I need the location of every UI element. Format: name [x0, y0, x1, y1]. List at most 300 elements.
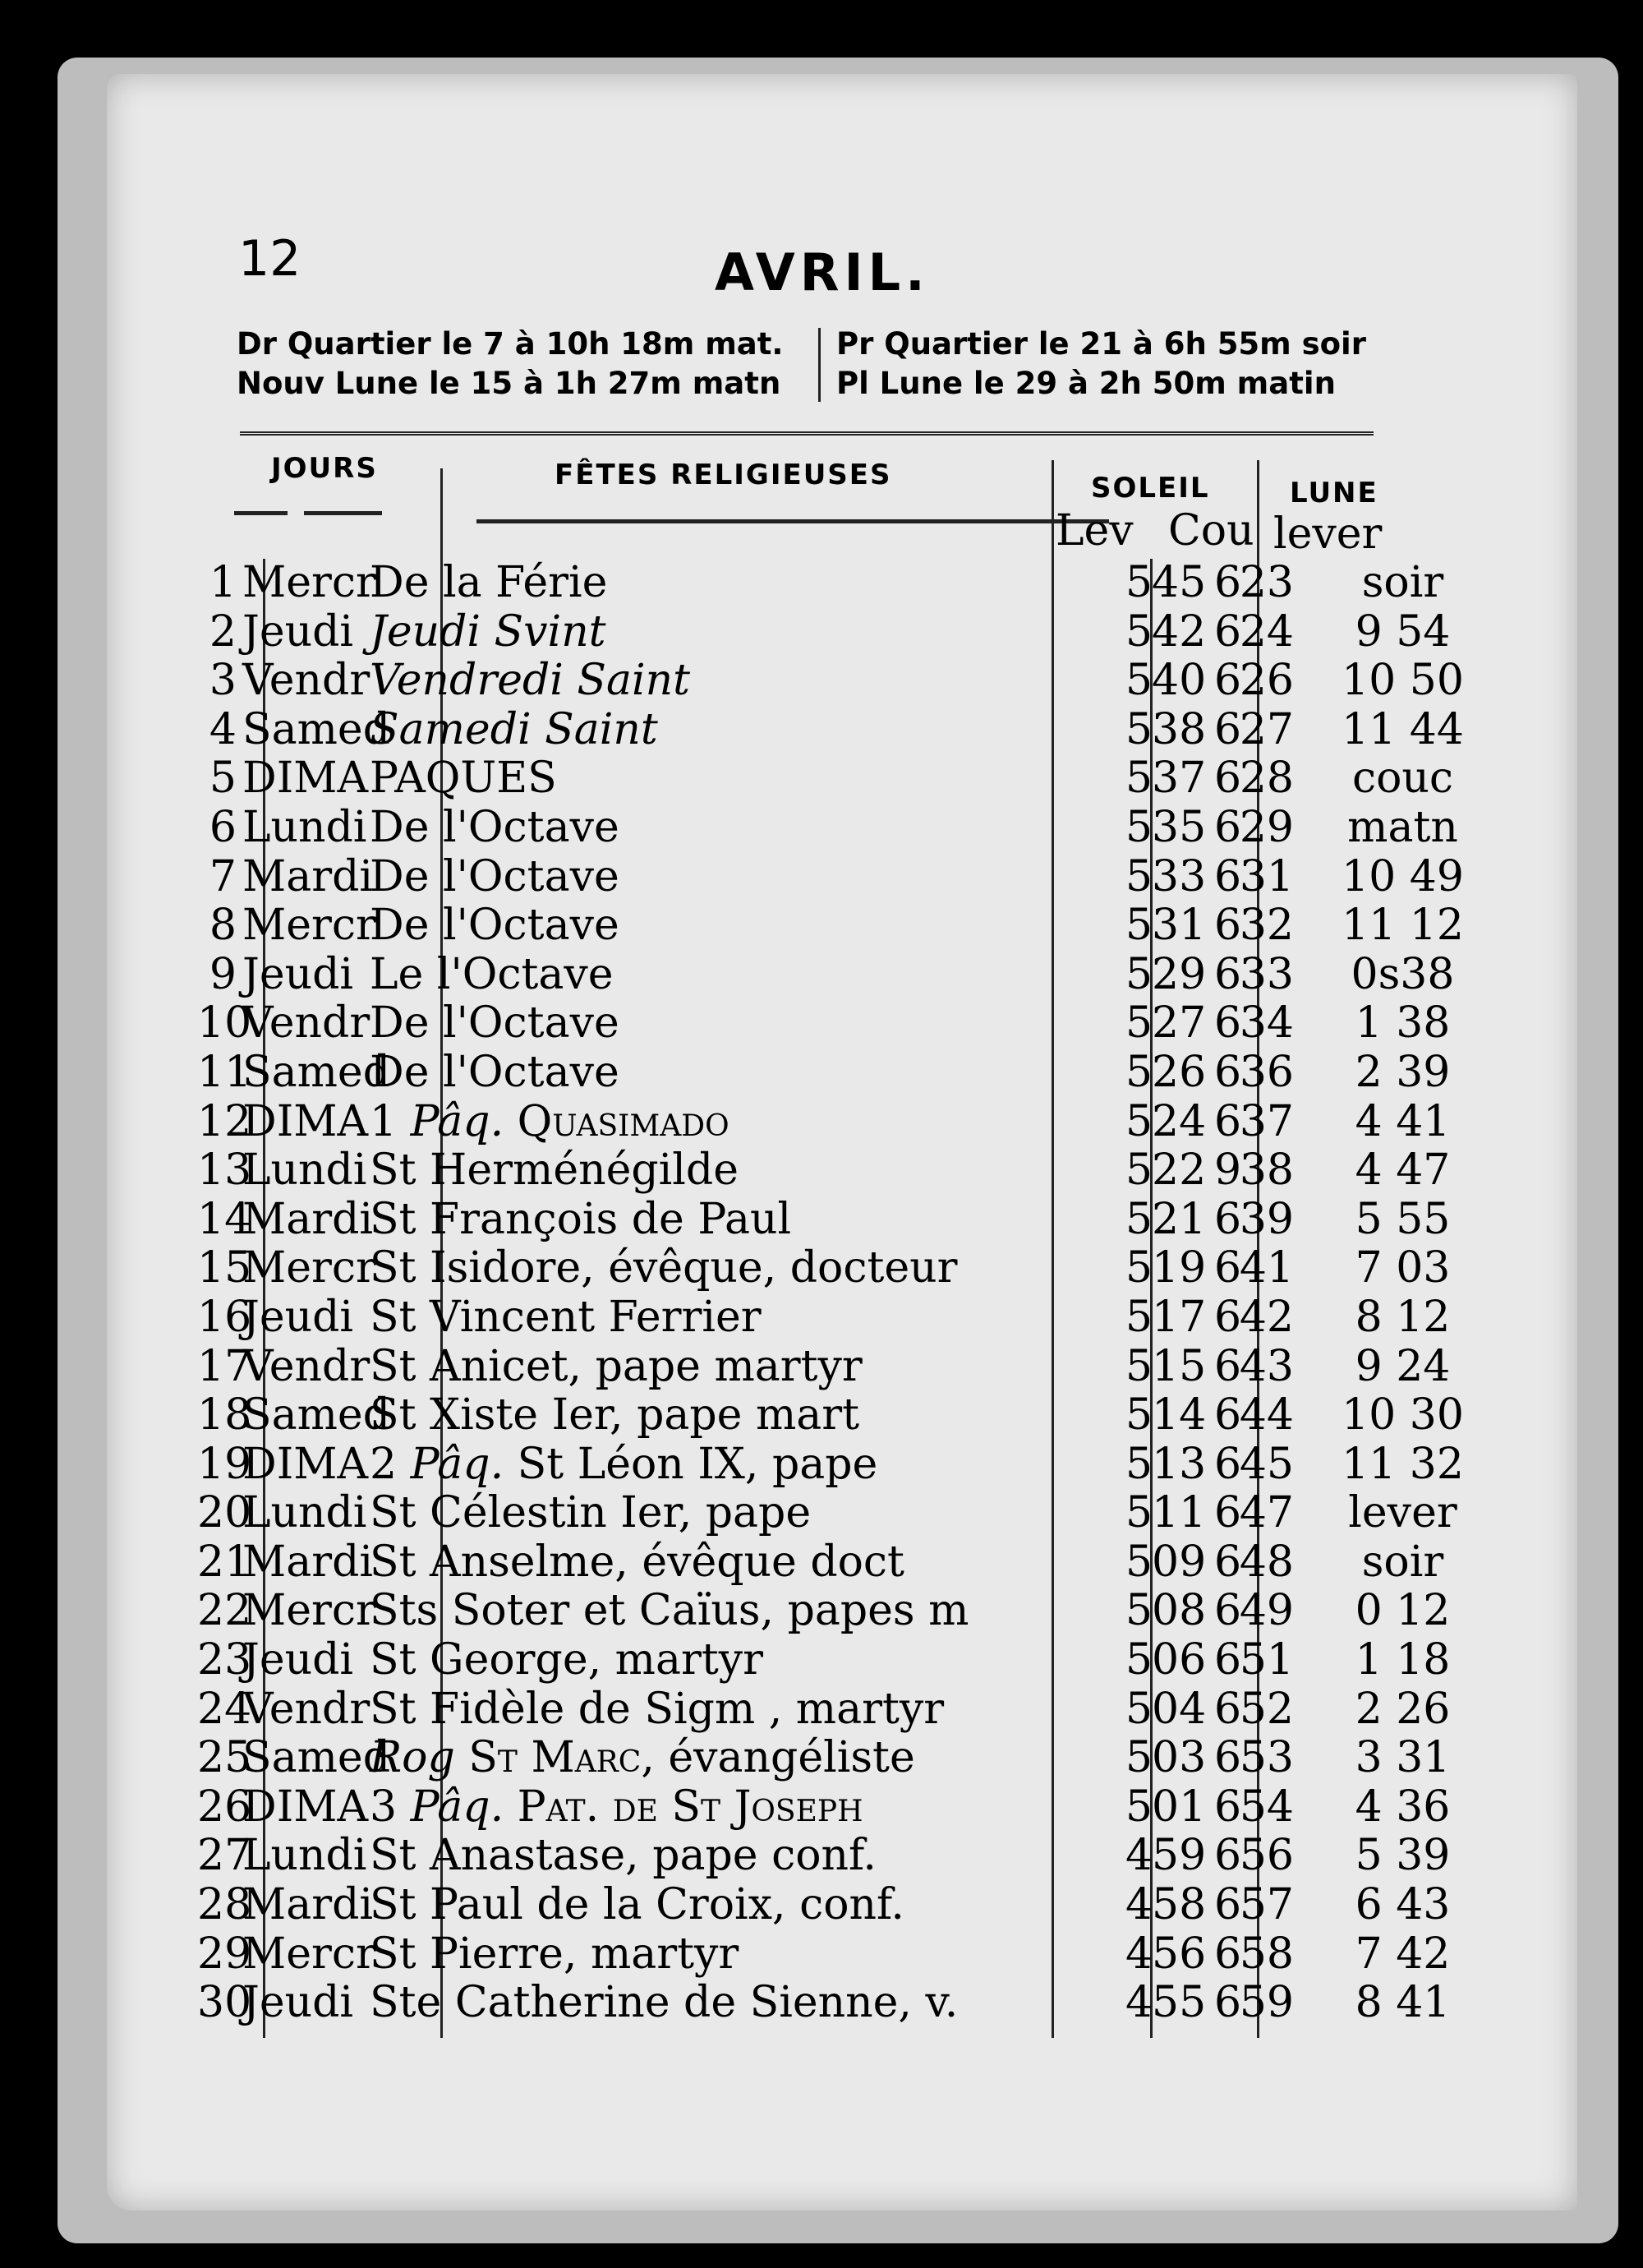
sunrise-minute: 09 — [1152, 1537, 1207, 1587]
fete: De la Férie — [370, 558, 608, 607]
fete: St George, martyr — [370, 1635, 763, 1685]
table-row — [197, 754, 1479, 804]
day-number: 22 — [197, 1586, 252, 1636]
sunrise-hour: 5 — [1125, 1146, 1153, 1196]
phase-line: Pl Lune le 29 à 2h 50m matin — [836, 366, 1336, 401]
sunset-minute: 39 — [1239, 1194, 1294, 1244]
sunrise-minute: 58 — [1152, 1880, 1207, 1930]
sunrise-hour: 5 — [1125, 1782, 1153, 1832]
table-row — [197, 1391, 1479, 1441]
sunset-minute: 43 — [1239, 1341, 1294, 1391]
day-number: 16 — [197, 1292, 252, 1342]
table-row — [197, 999, 1479, 1049]
day-number: 26 — [197, 1782, 252, 1832]
sunset-minute: 31 — [1239, 851, 1294, 901]
sunrise-minute: 33 — [1152, 851, 1207, 901]
weekday: Mercr — [242, 901, 376, 951]
day-number: 19 — [197, 1439, 252, 1489]
fete: St Célestin Ier, pape — [370, 1488, 812, 1538]
fete-part: Quasimado — [504, 1096, 729, 1146]
table-row — [197, 608, 1479, 657]
table-row — [197, 1636, 1479, 1685]
moon-time: 9 24 — [1355, 1341, 1451, 1391]
sunset-minute: 47 — [1239, 1488, 1294, 1538]
day-number: 17 — [197, 1341, 252, 1391]
fete: De l'Octave — [370, 998, 619, 1049]
fete-part: St Léon IX, pape — [504, 1439, 878, 1489]
weekday: DIMA — [242, 1096, 369, 1146]
weekday: Samed — [242, 1733, 390, 1783]
sunset-hour: 6 — [1214, 1096, 1242, 1146]
sunrise-hour: 5 — [1125, 1292, 1153, 1342]
phases-left — [237, 325, 783, 403]
sunset-hour: 6 — [1214, 1831, 1242, 1881]
sunset-hour: 6 — [1214, 1341, 1242, 1391]
fete: PAQUES — [370, 754, 557, 804]
subhead-lever: lever — [1273, 509, 1383, 559]
header-dash — [476, 519, 1109, 523]
phase-line: Dr Quartier le 7 à 10h 18m mat. — [237, 326, 784, 362]
day-number: 10 — [197, 998, 252, 1049]
moon-time: soir — [1361, 558, 1444, 607]
weekday: Vendr — [242, 998, 370, 1049]
moon-time: 1 18 — [1355, 1635, 1451, 1685]
sunrise-minute: 22 — [1152, 1146, 1207, 1196]
fete-part: Rog — [370, 1733, 455, 1783]
fete: Sts Soter et Caïus, papes m — [370, 1586, 969, 1636]
sunrise-hour: 5 — [1125, 558, 1153, 607]
weekday: Samed — [242, 1390, 390, 1441]
weekday: Jeudi — [242, 949, 354, 999]
day-number: 4 — [209, 704, 237, 754]
moon-time: 8 41 — [1355, 1978, 1451, 2028]
sunset-hour: 6 — [1214, 1390, 1242, 1441]
weekday: Vendr — [242, 656, 370, 706]
fete — [370, 1098, 729, 1147]
fete-part: 2 — [370, 1439, 411, 1489]
weekday: DIMA — [242, 1439, 369, 1489]
sunset-minute: 53 — [1239, 1733, 1294, 1783]
sunset-minute: 49 — [1239, 1586, 1294, 1636]
sunset-hour: 6 — [1214, 1537, 1242, 1587]
sunrise-hour: 5 — [1125, 1537, 1153, 1587]
sunrise-minute: 35 — [1152, 802, 1207, 852]
fete-part: Pat. de St Joseph — [504, 1782, 863, 1832]
sunrise-minute: 40 — [1152, 656, 1207, 706]
header-lune: LUNE — [1290, 477, 1378, 509]
table-row — [197, 1832, 1479, 1881]
sunset-hour: 6 — [1214, 851, 1242, 901]
sunrise-minute: 59 — [1152, 1831, 1207, 1881]
sunrise-hour: 5 — [1125, 606, 1153, 657]
moon-time: 11 44 — [1342, 704, 1464, 754]
fete: St Pierre, martyr — [370, 1929, 739, 1979]
fete: St Herménégilde — [370, 1146, 739, 1196]
moon-time: 10 30 — [1342, 1390, 1464, 1441]
day-number: 2 — [209, 606, 237, 657]
day-number: 14 — [197, 1194, 252, 1244]
sunset-minute: 54 — [1239, 1782, 1294, 1832]
fete-part: évangéliste — [654, 1733, 915, 1783]
fete: De l'Octave — [370, 901, 619, 951]
sunrise-hour: 5 — [1125, 949, 1153, 999]
sunset-hour: 6 — [1214, 1733, 1242, 1783]
month-title: AVRIL. — [715, 242, 930, 302]
sunrise-minute: 19 — [1152, 1243, 1207, 1293]
sunset-minute: 34 — [1239, 998, 1294, 1049]
fete — [370, 1441, 877, 1490]
sunrise-minute: 38 — [1152, 704, 1207, 754]
fete: Vendredi Saint — [370, 656, 691, 706]
moon-time: 3 31 — [1355, 1733, 1451, 1783]
day-number: 1 — [209, 558, 237, 607]
moon-time: 6 43 — [1355, 1880, 1451, 1930]
sunrise-minute: 08 — [1152, 1586, 1207, 1636]
sunrise-hour: 5 — [1125, 1390, 1153, 1441]
moon-time: 9 54 — [1355, 606, 1451, 657]
day-number: 18 — [197, 1390, 252, 1441]
fete: De l'Octave — [370, 851, 619, 901]
sunset-hour: 6 — [1214, 704, 1242, 754]
header-dash — [234, 511, 288, 515]
phases-right — [836, 325, 1366, 403]
sunset-hour: 6 — [1214, 1880, 1242, 1930]
table-row — [197, 1685, 1479, 1735]
weekday: Jeudi — [242, 606, 354, 657]
sunset-hour: 6 — [1214, 558, 1242, 607]
sunset-hour: 6 — [1214, 949, 1242, 999]
moon-time: 5 55 — [1355, 1194, 1451, 1244]
sunset-minute: 45 — [1239, 1439, 1294, 1489]
sunrise-hour: 4 — [1125, 1831, 1153, 1881]
fete — [370, 1734, 915, 1783]
day-number: 5 — [209, 754, 237, 804]
sunset-hour: 6 — [1214, 1635, 1242, 1685]
weekday: DIMA — [242, 1782, 369, 1832]
sunset-minute: 48 — [1239, 1537, 1294, 1587]
table-row — [197, 1979, 1479, 2028]
day-number: 28 — [197, 1880, 252, 1930]
weekday: Lundi — [242, 1831, 367, 1881]
sunset-minute: 42 — [1239, 1292, 1294, 1342]
sunset-minute: 36 — [1239, 1047, 1294, 1097]
day-number: 8 — [209, 901, 237, 951]
moon-time: lever — [1348, 1488, 1457, 1538]
moon-time: 10 49 — [1342, 851, 1464, 901]
day-number: 23 — [197, 1635, 252, 1685]
weekday: Mardi — [242, 1194, 374, 1244]
page-number: 12 — [238, 230, 301, 288]
fete-part: Pâq. — [410, 1096, 504, 1146]
moon-time: 0s38 — [1351, 949, 1455, 999]
sunset-minute: 29 — [1239, 802, 1294, 852]
moon-time: 10 50 — [1342, 656, 1464, 706]
fete: St Fidèle de Sigm , martyr — [370, 1684, 945, 1734]
header-dash — [304, 511, 382, 515]
sunset-minute: 38 — [1239, 1146, 1294, 1196]
sunrise-hour: 5 — [1125, 802, 1153, 852]
day-number: 3 — [209, 656, 237, 706]
moon-time: 4 47 — [1355, 1146, 1451, 1196]
subhead-lev: Lev — [1056, 506, 1134, 555]
table-row — [197, 1293, 1479, 1343]
table-row — [197, 1441, 1479, 1490]
table-row — [197, 1783, 1479, 1832]
weekday: Mardi — [242, 1880, 374, 1930]
table-row — [197, 1587, 1479, 1636]
moon-time: couc — [1351, 754, 1454, 804]
day-number: 29 — [197, 1929, 252, 1979]
sunrise-minute: 03 — [1152, 1733, 1207, 1783]
sunrise-minute: 55 — [1152, 1978, 1207, 2028]
double-rule — [240, 431, 1374, 436]
sunrise-minute: 06 — [1152, 1635, 1207, 1685]
sunset-hour: 6 — [1214, 1243, 1242, 1293]
weekday: Jeudi — [242, 1292, 354, 1342]
fete-part: Pâq. — [410, 1782, 504, 1832]
fete — [370, 1783, 863, 1832]
table-row — [197, 1930, 1479, 1980]
sunset-minute: 59 — [1239, 1978, 1294, 2028]
weekday: Mercr — [242, 1243, 376, 1293]
sunset-hour: 6 — [1214, 1684, 1242, 1734]
sunrise-hour: 5 — [1125, 1341, 1153, 1391]
sunset-hour: 6 — [1214, 901, 1242, 951]
moon-time: 11 12 — [1342, 901, 1464, 951]
moon-time: 4 36 — [1355, 1782, 1451, 1832]
sunrise-hour: 5 — [1125, 1243, 1153, 1293]
weekday: Mercr — [242, 558, 376, 607]
sunrise-hour: 5 — [1125, 901, 1153, 951]
fete-part: 3 — [370, 1782, 411, 1832]
table-row — [197, 1734, 1479, 1783]
sunset-minute: 28 — [1239, 754, 1294, 804]
sunrise-minute: 29 — [1152, 949, 1207, 999]
day-number: 25 — [197, 1733, 252, 1783]
subhead-cou: Cou — [1168, 506, 1254, 555]
fete-part: St Marc, — [454, 1733, 655, 1783]
moon-time: soir — [1361, 1537, 1444, 1587]
fete: St François de Paul — [370, 1194, 792, 1244]
sunrise-hour: 5 — [1125, 998, 1153, 1049]
day-number: 15 — [197, 1243, 252, 1293]
sunrise-minute: 42 — [1152, 606, 1207, 657]
sunrise-minute: 45 — [1152, 558, 1207, 607]
weekday: Jeudi — [242, 1978, 354, 2028]
moon-time: 1 38 — [1355, 998, 1451, 1049]
header-jours: JOURS — [271, 452, 378, 485]
phase-divider — [818, 328, 821, 402]
sunset-minute: 57 — [1239, 1880, 1294, 1930]
fete-part: Pâq. — [410, 1439, 504, 1489]
moon-time: 8 12 — [1355, 1292, 1451, 1342]
day-number: 21 — [197, 1537, 252, 1587]
sunset-minute: 44 — [1239, 1390, 1294, 1441]
calendar-rows — [197, 559, 1479, 2028]
sunset-minute: 32 — [1239, 901, 1294, 951]
moon-time: 2 39 — [1355, 1047, 1451, 1097]
fete: De l'Octave — [370, 1047, 619, 1097]
sunrise-hour: 5 — [1125, 1047, 1153, 1097]
moon-time: 0 12 — [1355, 1586, 1451, 1636]
sunrise-minute: 56 — [1152, 1929, 1207, 1979]
sunset-hour: 6 — [1214, 1047, 1242, 1097]
day-number: 7 — [209, 851, 237, 901]
weekday: Lundi — [242, 802, 367, 852]
sunrise-hour: 4 — [1125, 1880, 1153, 1930]
sunset-hour: 6 — [1214, 1488, 1242, 1538]
sunrise-hour: 4 — [1125, 1929, 1153, 1979]
sunrise-hour: 5 — [1125, 1096, 1153, 1146]
table-row — [197, 706, 1479, 755]
sunrise-minute: 01 — [1152, 1782, 1207, 1832]
sunrise-hour: 5 — [1125, 1684, 1153, 1734]
sunset-hour: 6 — [1214, 1929, 1242, 1979]
sunrise-hour: 5 — [1125, 1586, 1153, 1636]
sunset-hour: 9 — [1214, 1146, 1242, 1196]
table-row — [197, 1098, 1479, 1147]
sunset-minute: 26 — [1239, 656, 1294, 706]
day-number: 6 — [209, 802, 237, 852]
sunrise-minute: 17 — [1152, 1292, 1207, 1342]
sunrise-minute: 13 — [1152, 1439, 1207, 1489]
table-row — [197, 559, 1479, 608]
sunrise-minute: 14 — [1152, 1390, 1207, 1441]
table-row — [197, 1049, 1479, 1098]
table-row — [197, 1489, 1479, 1538]
weekday: Samed — [242, 704, 390, 754]
moon-time: 7 03 — [1355, 1243, 1451, 1293]
sunset-hour: 6 — [1214, 1586, 1242, 1636]
weekday: Mardi — [242, 851, 374, 901]
sunset-minute: 51 — [1239, 1635, 1294, 1685]
sunset-hour: 6 — [1214, 1194, 1242, 1244]
day-number: 24 — [197, 1684, 252, 1734]
table-row — [197, 657, 1479, 706]
sunrise-minute: 24 — [1152, 1096, 1207, 1146]
weekday: Mercr — [242, 1929, 376, 1979]
sunrise-hour: 5 — [1125, 1439, 1153, 1489]
fete: De l'Octave — [370, 802, 619, 852]
sunrise-hour: 5 — [1125, 1488, 1153, 1538]
weekday: Jeudi — [242, 1635, 354, 1685]
table-row — [197, 1146, 1479, 1196]
sunset-minute: 56 — [1239, 1831, 1294, 1881]
sunrise-hour: 5 — [1125, 851, 1153, 901]
moon-time: 5 39 — [1355, 1831, 1451, 1881]
moon-time: 7 42 — [1355, 1929, 1451, 1979]
weekday: Mardi — [242, 1537, 374, 1587]
sunset-minute: 33 — [1239, 949, 1294, 999]
sunrise-minute: 04 — [1152, 1684, 1207, 1734]
fete: Samedi Saint — [370, 704, 658, 754]
sunset-hour: 6 — [1214, 1292, 1242, 1342]
sunrise-hour: 5 — [1125, 754, 1153, 804]
weekday: Samed — [242, 1047, 390, 1097]
phase-line: Pr Quartier le 21 à 6h 55m soir — [836, 326, 1366, 362]
day-number: 11 — [197, 1047, 252, 1097]
sunrise-minute: 26 — [1152, 1047, 1207, 1097]
sunrise-minute: 21 — [1152, 1194, 1207, 1244]
fete: St Paul de la Croix, conf. — [370, 1880, 904, 1930]
table-row — [197, 1343, 1479, 1392]
sunrise-hour: 4 — [1125, 1978, 1153, 2028]
weekday: Mercr — [242, 1586, 376, 1636]
sunset-hour: 6 — [1214, 1978, 1242, 2028]
table-row — [197, 951, 1479, 1000]
sunset-hour: 6 — [1214, 754, 1242, 804]
moon-time: matn — [1347, 802, 1458, 852]
sunset-hour: 6 — [1214, 606, 1242, 657]
table-row — [197, 1244, 1479, 1293]
fete: St Vincent Ferrier — [370, 1292, 762, 1342]
sunrise-hour: 5 — [1125, 704, 1153, 754]
day-number: 20 — [197, 1488, 252, 1538]
day-number: 12 — [197, 1096, 252, 1146]
sunrise-hour: 5 — [1125, 656, 1153, 706]
fete: St Isidore, évêque, docteur — [370, 1243, 958, 1293]
weekday: DIMA — [242, 754, 369, 804]
sunset-minute: 37 — [1239, 1096, 1294, 1146]
weekday: Lundi — [242, 1488, 367, 1538]
fete: St Anicet, pape martyr — [370, 1341, 863, 1391]
sunrise-hour: 5 — [1125, 1194, 1153, 1244]
sunrise-minute: 31 — [1152, 901, 1207, 951]
moon-time: 4 41 — [1355, 1096, 1451, 1146]
fete: Jeudi Svint — [370, 606, 606, 657]
moon-time: 11 32 — [1342, 1439, 1464, 1489]
sunset-minute: 23 — [1239, 558, 1294, 607]
sunset-minute: 24 — [1239, 606, 1294, 657]
sunset-hour: 6 — [1214, 1439, 1242, 1489]
fete: St Anastase, pape conf. — [370, 1831, 877, 1881]
sunset-hour: 6 — [1214, 656, 1242, 706]
table-row — [197, 853, 1479, 902]
sunrise-minute: 15 — [1152, 1341, 1207, 1391]
sunset-minute: 58 — [1239, 1929, 1294, 1979]
table-row — [197, 1196, 1479, 1245]
sunrise-hour: 5 — [1125, 1733, 1153, 1783]
day-number: 30 — [197, 1978, 252, 2028]
sunrise-minute: 37 — [1152, 754, 1207, 804]
fete: Le l'Octave — [370, 949, 614, 999]
table-row — [197, 1881, 1479, 1930]
sunset-minute: 52 — [1239, 1684, 1294, 1734]
sunset-minute: 41 — [1239, 1243, 1294, 1293]
phase-line: Nouv Lune le 15 à 1h 27m matn — [237, 366, 781, 401]
sunrise-minute: 27 — [1152, 998, 1207, 1049]
table-row — [197, 1538, 1479, 1588]
sunset-hour: 6 — [1214, 998, 1242, 1049]
fete: Ste Catherine de Sienne, v. — [370, 1978, 959, 2028]
header-soleil: SOLEIL — [1091, 472, 1210, 505]
sunrise-hour: 5 — [1125, 1635, 1153, 1685]
fete: St Anselme, évêque doct — [370, 1537, 904, 1587]
weekday: Lundi — [242, 1146, 367, 1196]
fete: St Xiste Ier, pape mart — [370, 1390, 860, 1441]
sunset-minute: 27 — [1239, 704, 1294, 754]
sunrise-minute: 11 — [1152, 1488, 1207, 1538]
day-number: 27 — [197, 1831, 252, 1881]
day-number: 9 — [209, 949, 237, 999]
moon-time: 2 26 — [1355, 1684, 1451, 1734]
sunset-hour: 6 — [1214, 802, 1242, 852]
table-row — [197, 804, 1479, 853]
sunset-hour: 6 — [1214, 1782, 1242, 1832]
weekday: Vendr — [242, 1341, 370, 1391]
fete-part: 1 — [370, 1096, 411, 1146]
table-row — [197, 901, 1479, 951]
